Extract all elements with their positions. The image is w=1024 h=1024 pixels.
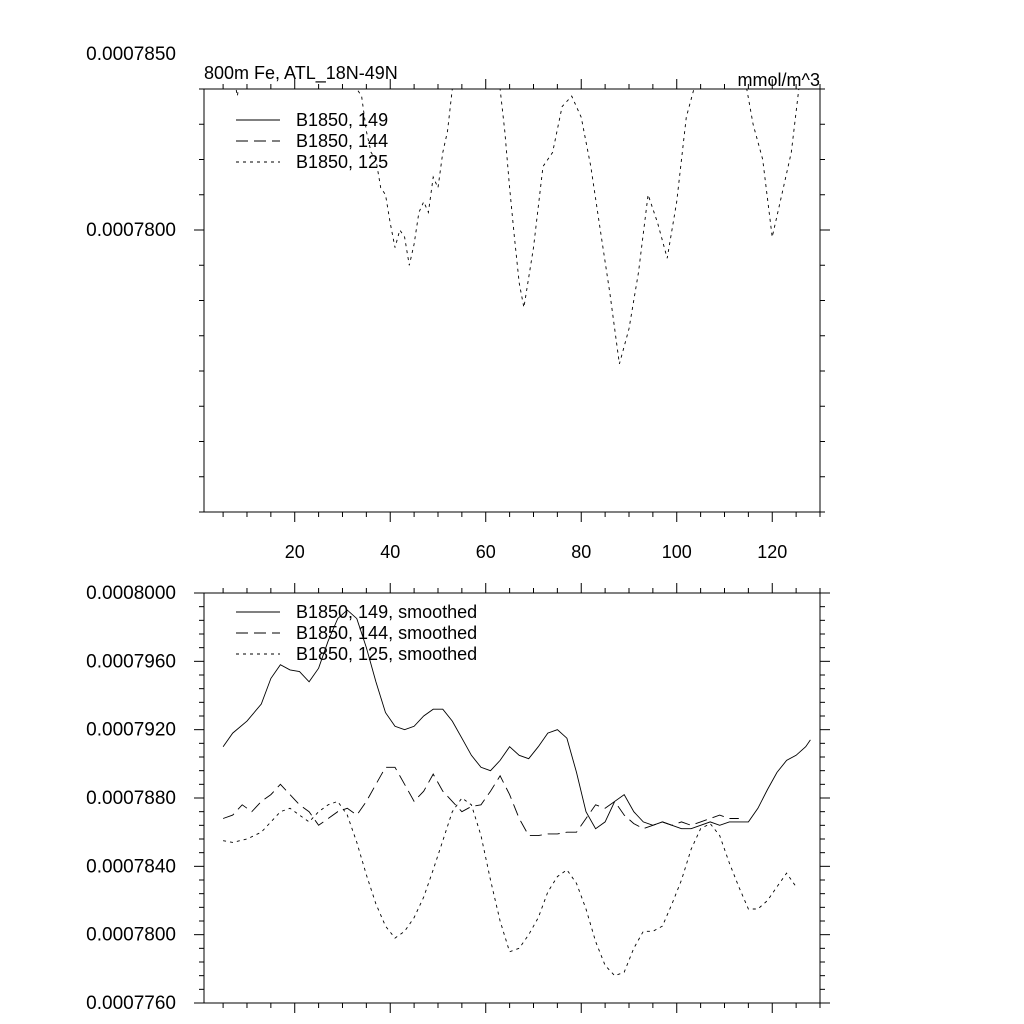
y-tick-label: 0.0007960 bbox=[86, 651, 176, 673]
y-tick-label: 0.0007800 bbox=[86, 220, 176, 241]
x-tick-label: 120 bbox=[757, 542, 788, 562]
y-tick-label: 0.0007850 bbox=[86, 43, 176, 65]
x-tick-label: 60 bbox=[475, 542, 496, 562]
legend-label: B1850, 149, smoothed bbox=[296, 602, 478, 622]
y-tick-label: 0.0007800 bbox=[86, 924, 176, 946]
y-tick-label: 0.0007840 bbox=[86, 856, 176, 878]
legend-label: B1850, 125 bbox=[296, 152, 389, 172]
x-tick-label: 20 bbox=[284, 542, 305, 562]
y-tick-label: 0.0007920 bbox=[86, 719, 176, 741]
legend-label: B1850, 144, smoothed bbox=[296, 623, 478, 643]
series-line-2 bbox=[223, 767, 739, 835]
units-label: mmol/m^3 bbox=[737, 70, 820, 90]
legend-label: B1850, 149 bbox=[296, 110, 389, 130]
panel-1 bbox=[86, 0, 830, 562]
series-line-3 bbox=[204, 0, 806, 364]
legend-label: B1850, 144 bbox=[296, 131, 389, 151]
x-tick-label: 40 bbox=[380, 542, 401, 562]
x-tick-label: 100 bbox=[661, 542, 692, 562]
y-tick-label: 0.0007880 bbox=[86, 788, 176, 809]
legend-label: B1850, 125, smoothed bbox=[296, 644, 478, 664]
series-line-3 bbox=[223, 798, 796, 976]
panel-2 bbox=[86, 583, 830, 1014]
series-line-2 bbox=[204, 0, 734, 54]
y-tick-label: 0.0008000 bbox=[86, 583, 176, 604]
chart-title: 800m Fe, ATL_18N-49N bbox=[204, 63, 398, 83]
y-tick-label: 0.0007760 bbox=[86, 993, 176, 1014]
x-tick-label: 80 bbox=[571, 542, 592, 562]
series-line-1 bbox=[204, 0, 820, 68]
